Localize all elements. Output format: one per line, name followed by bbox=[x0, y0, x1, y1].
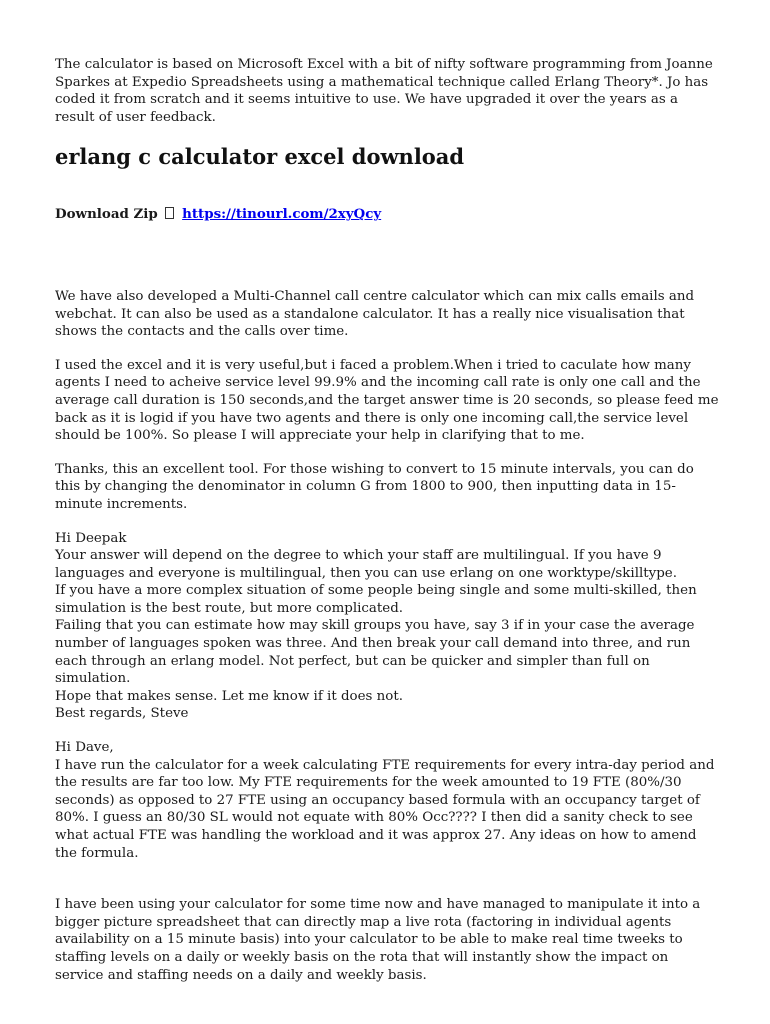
paragraph-service-level-question: I used the excel and it is very useful,but i faced a problem.When i tried to caculate how many agents I need to acheive service level 99.9% and the incoming call rate is only one call and the average call duration is 150 seconds,and the target answer time is 20 seconds, so please feed me back as it is logid if you have two agents and there is only one incoming call,the service level should be 100%. So please I will appreciate your help in clarifying that to me. bbox=[55, 357, 719, 444]
reply-dave bbox=[55, 739, 720, 862]
reply-body: I have run the calculator for a week calculating FTE requirements for every intra-day period and the results are far too low. My FTE requirements for the week amounted to 19 FTE (80%/30 seconds) as opposed to 27 FTE using an occupancy based formula with an occupancy target of 80%. I guess an 80/30 SL would not equate with 80% Occ???? I then did a sanity check to see what actual FTE was handling the workload and it was approx 27. Any ideas on how to amend the formula. bbox=[55, 757, 715, 861]
intro-paragraph: The calculator is based on Microsoft Excel with a bit of nifty software programming from Joanne Sparkes at Expedio Spreadsheets using a mathematical technique called Erlang Theory*. Jo has coded it from scratch and it seems intuitive to use. We have upgraded it over the years as a result of user feedback. bbox=[55, 57, 713, 125]
page-title: erlang c calculator excel download bbox=[55, 144, 465, 170]
missing-glyph-icon bbox=[165, 207, 174, 219]
reply-signature: Best regards, Steve bbox=[55, 706, 189, 722]
paragraph-15-minute-tip: Thanks, this an excellent tool. For those wishing to convert to 15 minute intervals, you can do this by changing the denominator in column G from 1800 to 900, then inputting data in 15-minute increments. bbox=[55, 461, 694, 512]
reply-deepak bbox=[55, 530, 720, 724]
download-link[interactable]: https://tinourl.com/2xyQcy bbox=[182, 206, 382, 223]
paragraph-multichannel: We have also developed a Multi-Channel call centre calculator which can mix calls emails and webchat. It can also be used as a standalone calculator. It has a really nice visualisation that shows the contacts and the calls over time. bbox=[55, 288, 695, 340]
reply-greeting: Hi Dave, bbox=[55, 740, 114, 756]
download-label: Download Zip bbox=[55, 206, 158, 223]
reply-line: Your answer will depend on the degree to which your staff are multilingual. If you have 9 languages and everyone is multilingual, then you can use erlang on one worktype/skilltype. bbox=[55, 548, 677, 581]
reply-line: If you have a more complex situation of some people being single and some multi-skilled, then simulation is the best route, but more complicated. bbox=[55, 583, 697, 616]
reply-line: Hope that makes sense. Let me know if it does not. bbox=[55, 688, 403, 704]
reply-line: Failing that you can estimate how may skill groups you have, say 3 if in your case the average number of languages spoken was three. And then break your call demand into three, and run each through an erlang model. Not perfect, but can be quicker and simpler than full on simulation. bbox=[55, 618, 695, 687]
download-line bbox=[55, 206, 720, 224]
document-page bbox=[55, 56, 720, 1000]
paragraph-rota-spreadsheet: I have been using your calculator for some time now and have managed to manipulate it into a bigger picture spreadsheet that can directly map a live rota (factoring in individual agents availability on a 15 minute basis) into your calculator to be able to make real time tweeks to staffing levels on a daily or weekly basis on the rota that will instantly show the impact on service and staffing needs on a daily and weekly basis. bbox=[55, 897, 701, 983]
reply-greeting: Hi Deepak bbox=[55, 530, 127, 546]
spacer bbox=[55, 224, 720, 288]
